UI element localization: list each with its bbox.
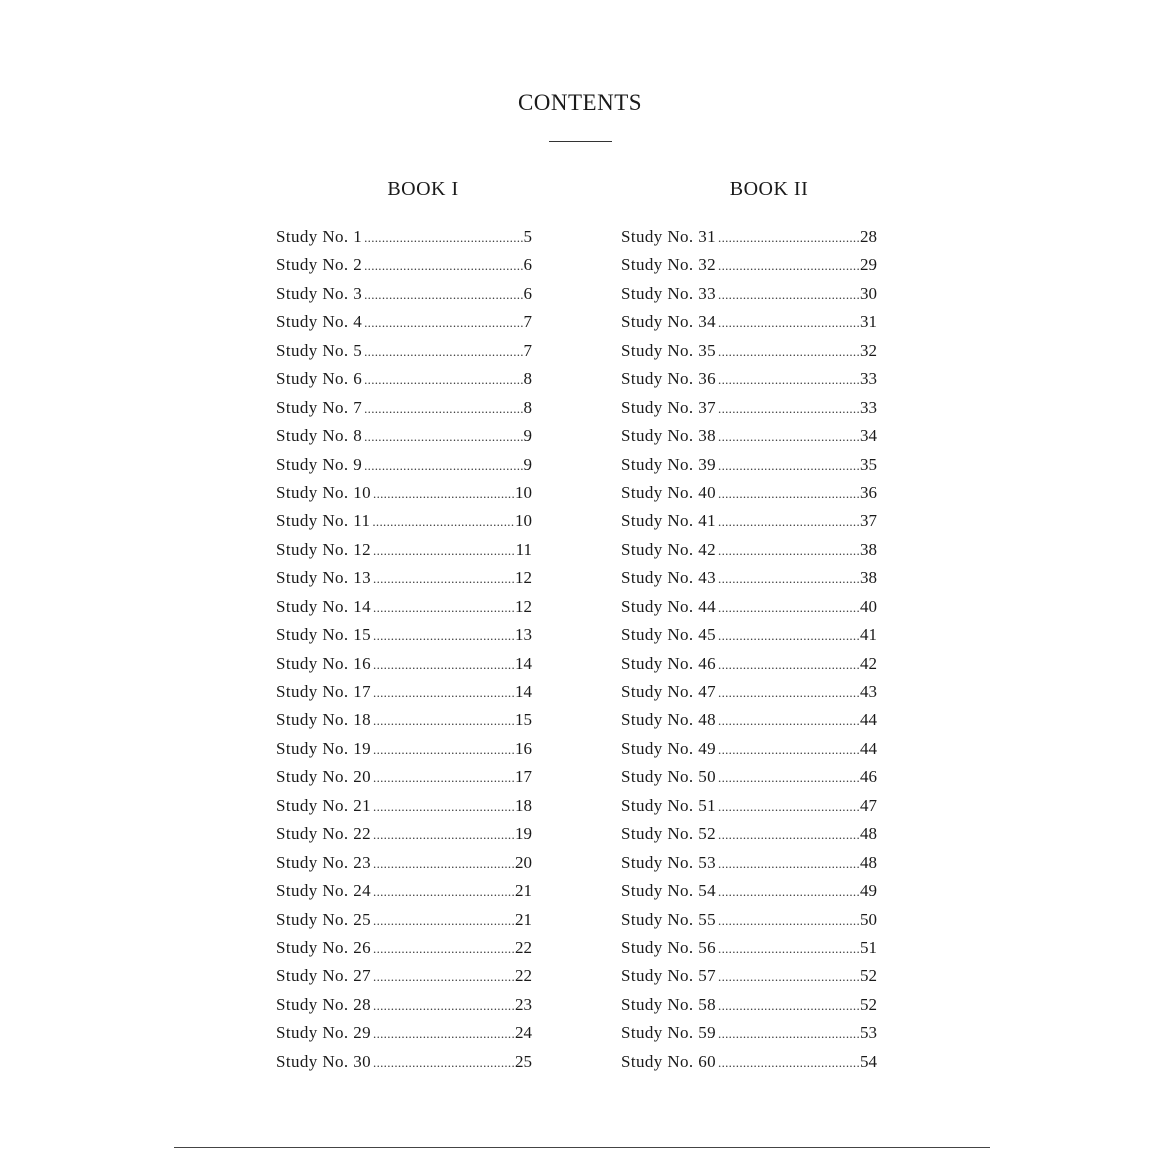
- toc-entry-page-number: 17: [515, 767, 532, 787]
- book-heading-book-2: BOOK II: [729, 178, 809, 200]
- toc-entry-page-number: 21: [515, 881, 532, 901]
- dot-leader: [718, 565, 859, 593]
- toc-entry: [621, 308, 877, 336]
- dot-leader: [718, 707, 859, 735]
- dot-leader: [718, 338, 859, 366]
- toc-entry-page-number: 54: [860, 1051, 877, 1071]
- dot-leader: [718, 452, 859, 480]
- dot-leader: [364, 423, 522, 451]
- dot-leader: [718, 821, 859, 849]
- toc-entry: [621, 507, 877, 535]
- toc-entry: [621, 678, 877, 706]
- toc-entry: [276, 763, 532, 791]
- dot-leader: [718, 224, 859, 252]
- toc-entry: [276, 991, 532, 1019]
- toc-entry-page-number: 50: [860, 909, 877, 929]
- toc-entry: [621, 763, 877, 791]
- toc-entry-page-number: 42: [860, 653, 877, 673]
- toc-entry: [621, 991, 877, 1019]
- dot-leader: [373, 622, 514, 650]
- toc-entry-page-number: 6: [523, 255, 532, 275]
- dot-leader: [373, 679, 514, 707]
- toc-entry-label: Study No. 48: [621, 710, 717, 730]
- toc-entry: [621, 906, 877, 934]
- dot-leader: [364, 224, 522, 252]
- toc-entry: [621, 564, 877, 592]
- toc-entry-page-number: 49: [860, 881, 877, 901]
- toc-entry-label: Study No. 11: [276, 511, 371, 531]
- dot-leader: [364, 452, 522, 480]
- dot-leader: [718, 878, 859, 906]
- toc-entry: [276, 479, 532, 507]
- toc-entry: [276, 962, 532, 990]
- toc-entry-label: Study No. 19: [276, 738, 372, 758]
- dot-leader: [373, 736, 514, 764]
- toc-entry: [621, 593, 877, 621]
- toc-entry-page-number: 5: [523, 227, 532, 246]
- toc-entry-page-number: 22: [515, 966, 532, 986]
- toc-entry: [621, 365, 877, 393]
- toc-entry: [276, 792, 532, 820]
- dot-leader: [373, 707, 514, 735]
- toc-entry-label: Study No. 10: [276, 482, 372, 502]
- toc-entry: [276, 906, 532, 934]
- toc-entry-page-number: 10: [515, 482, 532, 502]
- toc-entry: [621, 451, 877, 479]
- dot-leader: [373, 764, 514, 792]
- toc-entry: [276, 422, 532, 450]
- dot-leader: [364, 366, 522, 394]
- toc-entry-label: Study No. 56: [621, 937, 717, 957]
- toc-entry-page-number: 9: [523, 454, 532, 474]
- toc-entry-label: Study No. 36: [621, 369, 717, 389]
- toc-entry: [276, 337, 532, 365]
- toc-entry-label: Study No. 12: [276, 539, 372, 559]
- toc-entry-page-number: 24: [515, 1023, 532, 1043]
- toc-entry: [276, 678, 532, 706]
- toc-entry-page-number: 12: [515, 568, 532, 588]
- toc-entry: [276, 223, 532, 251]
- toc-entry-label: Study No. 52: [621, 824, 717, 844]
- dot-leader: [373, 850, 514, 878]
- dot-leader: [372, 508, 514, 536]
- toc-entry-page-number: 7: [523, 340, 532, 360]
- toc-entry: [276, 394, 532, 422]
- toc-entry-page-number: 8: [523, 397, 532, 417]
- toc-entry: [621, 1019, 877, 1047]
- toc-entry-label: Study No. 1: [276, 227, 363, 246]
- toc-entry: [621, 934, 877, 962]
- dot-leader: [718, 622, 859, 650]
- dot-leader: [718, 281, 859, 309]
- toc-entry-label: Study No. 37: [621, 397, 717, 417]
- toc-entry-page-number: 9: [523, 426, 532, 446]
- toc-entry: [621, 792, 877, 820]
- toc-entry-page-number: 15: [515, 710, 532, 730]
- dot-leader: [718, 651, 859, 679]
- dot-leader: [364, 338, 522, 366]
- toc-entry-page-number: 30: [860, 283, 877, 303]
- toc-entry-page-number: 19: [515, 824, 532, 844]
- toc-entry-label: Study No. 14: [276, 596, 372, 616]
- toc-entry-label: Study No. 30: [276, 1051, 372, 1071]
- toc-entry-label: Study No. 39: [621, 454, 717, 474]
- toc-entry-label: Study No. 33: [621, 283, 717, 303]
- toc-entry-label: Study No. 49: [621, 738, 717, 758]
- toc-entry-page-number: 37: [860, 511, 877, 531]
- dot-leader: [718, 252, 859, 280]
- toc-entry: [276, 706, 532, 734]
- toc-entry: [621, 621, 877, 649]
- dot-leader: [718, 594, 859, 622]
- dot-leader: [718, 366, 859, 394]
- toc-entry-label: Study No. 43: [621, 568, 717, 588]
- toc-entry: [621, 706, 877, 734]
- toc-entry-page-number: 6: [523, 283, 532, 303]
- dot-leader: [373, 480, 514, 508]
- dot-leader: [718, 793, 859, 821]
- toc-entry-label: Study No. 16: [276, 653, 372, 673]
- toc-entry-page-number: 51: [860, 937, 877, 957]
- toc-entry: [276, 877, 532, 905]
- toc-entry-label: Study No. 18: [276, 710, 372, 730]
- toc-entry: [276, 507, 532, 535]
- toc-entry-page-number: 14: [515, 682, 532, 701]
- dot-leader: [718, 1049, 859, 1077]
- dot-leader: [718, 508, 859, 536]
- toc-entry-page-number: 52: [860, 966, 877, 986]
- toc-entry-page-number: 48: [860, 852, 877, 872]
- toc-entry-label: Study No. 32: [621, 255, 717, 275]
- dot-leader: [718, 309, 859, 337]
- toc-entry-label: Study No. 26: [276, 937, 372, 957]
- toc-entry-page-number: 28: [860, 227, 877, 246]
- toc-entry-page-number: 46: [860, 767, 877, 787]
- dot-leader: [718, 679, 859, 707]
- toc-entry-label: Study No. 50: [621, 767, 717, 787]
- title-rule: [549, 141, 612, 142]
- toc-entry-page-number: 14: [515, 653, 532, 673]
- toc-list-book-2: [621, 223, 877, 1076]
- toc-entry-page-number: 48: [860, 824, 877, 844]
- dot-leader: [718, 537, 859, 565]
- toc-entry-page-number: 8: [523, 369, 532, 389]
- toc-entry-page-number: 40: [860, 596, 877, 616]
- toc-entry-label: Study No. 38: [621, 426, 717, 446]
- toc-entry-label: Study No. 17: [276, 682, 372, 701]
- toc-entry: [621, 650, 877, 678]
- toc-entry-label: Study No. 15: [276, 625, 372, 645]
- toc-entry: [621, 479, 877, 507]
- toc-entry-page-number: 52: [860, 994, 877, 1014]
- dot-leader: [718, 423, 859, 451]
- toc-entry-label: Study No. 34: [621, 312, 717, 332]
- toc-entry-page-number: 10: [515, 511, 532, 531]
- toc-list-book-1: [276, 223, 532, 1076]
- toc-entry-label: Study No. 25: [276, 909, 372, 929]
- toc-entry-page-number: 36: [860, 482, 877, 502]
- toc-entry-page-number: 23: [515, 994, 532, 1014]
- toc-entry-page-number: 31: [860, 312, 877, 332]
- toc-entry: [621, 1048, 877, 1076]
- toc-entry: [276, 280, 532, 308]
- dot-leader: [373, 1020, 514, 1048]
- toc-entry-label: Study No. 54: [621, 881, 717, 901]
- dot-leader: [718, 480, 859, 508]
- toc-entry-label: Study No. 31: [621, 227, 717, 246]
- toc-entry: [621, 962, 877, 990]
- dot-leader: [373, 907, 514, 935]
- toc-entry-page-number: 44: [860, 738, 877, 758]
- toc-entry-label: Study No. 44: [621, 596, 717, 616]
- toc-entry-page-number: 44: [860, 710, 877, 730]
- toc-entry: [276, 934, 532, 962]
- toc-entry-label: Study No. 47: [621, 682, 717, 701]
- toc-entry-label: Study No. 2: [276, 255, 363, 275]
- toc-entry-page-number: 33: [860, 369, 877, 389]
- dot-leader: [373, 1049, 514, 1077]
- toc-entry-label: Study No. 28: [276, 994, 372, 1014]
- toc-entry-label: Study No. 58: [621, 994, 717, 1014]
- toc-entry: [621, 422, 877, 450]
- toc-entry: [621, 849, 877, 877]
- toc-entry: [276, 1019, 532, 1047]
- dot-leader: [364, 252, 522, 280]
- toc-entry: [276, 308, 532, 336]
- toc-entry-label: Study No. 24: [276, 881, 372, 901]
- toc-entry-label: Study No. 60: [621, 1051, 717, 1071]
- toc-entry-page-number: 7: [523, 312, 532, 332]
- toc-entry: [621, 877, 877, 905]
- dot-leader: [373, 992, 514, 1020]
- dot-leader: [718, 395, 859, 423]
- toc-entry-label: Study No. 59: [621, 1023, 717, 1043]
- toc-entry-page-number: 12: [515, 596, 532, 616]
- toc-entry: [276, 251, 532, 279]
- toc-entry: [276, 365, 532, 393]
- dot-leader: [373, 594, 514, 622]
- toc-entry-page-number: 18: [515, 795, 532, 815]
- toc-entry-label: Study No. 8: [276, 426, 363, 446]
- toc-entry-page-number: 34: [860, 426, 877, 446]
- toc-entry-label: Study No. 13: [276, 568, 372, 588]
- toc-entry-label: Study No. 53: [621, 852, 717, 872]
- toc-entry-label: Study No. 51: [621, 795, 717, 815]
- toc-entry: [276, 1048, 532, 1076]
- toc-entry: [276, 536, 532, 564]
- toc-entry-page-number: 32: [860, 340, 877, 360]
- toc-entry-page-number: 13: [515, 625, 532, 645]
- dot-leader: [373, 878, 514, 906]
- book-heading-book-1: BOOK I: [387, 178, 459, 200]
- toc-entry: [276, 451, 532, 479]
- toc-entry-label: Study No. 42: [621, 539, 717, 559]
- toc-entry-label: Study No. 27: [276, 966, 372, 986]
- toc-entry-label: Study No. 35: [621, 340, 717, 360]
- dot-leader: [718, 1020, 859, 1048]
- toc-entry-label: Study No. 40: [621, 482, 717, 502]
- toc-entry-label: Study No. 46: [621, 653, 717, 673]
- toc-entry-label: Study No. 20: [276, 767, 372, 787]
- toc-entry: [621, 223, 877, 251]
- toc-entry-label: Study No. 9: [276, 454, 363, 474]
- dot-leader: [373, 651, 514, 679]
- toc-entry-page-number: 16: [515, 738, 532, 758]
- toc-entry-label: Study No. 57: [621, 966, 717, 986]
- toc-entry-label: Study No. 21: [276, 795, 372, 815]
- toc-entry: [276, 621, 532, 649]
- toc-entry-label: Study No. 23: [276, 852, 372, 872]
- toc-entry-label: Study No. 7: [276, 397, 363, 417]
- dot-leader: [364, 309, 522, 337]
- bottom-rule: [174, 1147, 990, 1148]
- dot-leader: [718, 935, 859, 963]
- dot-leader: [373, 821, 514, 849]
- toc-entry: [621, 251, 877, 279]
- dot-leader: [718, 963, 859, 991]
- toc-entry-page-number: 25: [515, 1051, 532, 1071]
- toc-entry-label: Study No. 6: [276, 369, 363, 389]
- dot-leader: [364, 395, 522, 423]
- toc-entry-page-number: 35: [860, 454, 877, 474]
- toc-entry-label: Study No. 45: [621, 625, 717, 645]
- toc-entry-page-number: 53: [860, 1023, 877, 1043]
- toc-entry: [276, 564, 532, 592]
- dot-leader: [718, 907, 859, 935]
- dot-leader: [718, 850, 859, 878]
- dot-leader: [373, 963, 514, 991]
- toc-entry: [621, 536, 877, 564]
- toc-entry-page-number: 43: [860, 682, 877, 701]
- dot-leader: [373, 935, 514, 963]
- toc-entry-page-number: 47: [860, 795, 877, 815]
- toc-entry: [276, 650, 532, 678]
- toc-entry-page-number: 21: [515, 909, 532, 929]
- toc-entry: [276, 849, 532, 877]
- toc-entry-page-number: 38: [860, 568, 877, 588]
- toc-entry: [276, 735, 532, 763]
- toc-entry-label: Study No. 5: [276, 340, 363, 360]
- toc-entry-label: Study No. 4: [276, 312, 363, 332]
- dot-leader: [373, 565, 514, 593]
- toc-entry-page-number: 29: [860, 255, 877, 275]
- dot-leader: [364, 281, 522, 309]
- toc-entry: [621, 337, 877, 365]
- toc-entry: [276, 820, 532, 848]
- toc-entry: [621, 735, 877, 763]
- toc-entry-label: Study No. 41: [621, 511, 717, 531]
- toc-entry: [276, 593, 532, 621]
- toc-entry: [621, 280, 877, 308]
- toc-entry-label: Study No. 55: [621, 909, 717, 929]
- toc-entry-page-number: 33: [860, 397, 877, 417]
- dot-leader: [718, 764, 859, 792]
- toc-entry: [621, 394, 877, 422]
- dot-leader: [373, 793, 514, 821]
- toc-entry: [621, 820, 877, 848]
- toc-entry-page-number: 38: [860, 539, 877, 559]
- toc-entry-label: Study No. 29: [276, 1023, 372, 1043]
- toc-entry-page-number: 22: [515, 937, 532, 957]
- toc-entry-page-number: 41: [860, 625, 877, 645]
- dot-leader: [718, 992, 859, 1020]
- toc-entry-label: Study No. 22: [276, 824, 372, 844]
- dot-leader: [718, 736, 859, 764]
- toc-entry-label: Study No. 3: [276, 283, 363, 303]
- toc-entry-page-number: 20: [515, 852, 532, 872]
- toc-entry-page-number: 11: [515, 539, 532, 559]
- dot-leader: [373, 537, 515, 565]
- page-title: CONTENTS: [517, 90, 643, 115]
